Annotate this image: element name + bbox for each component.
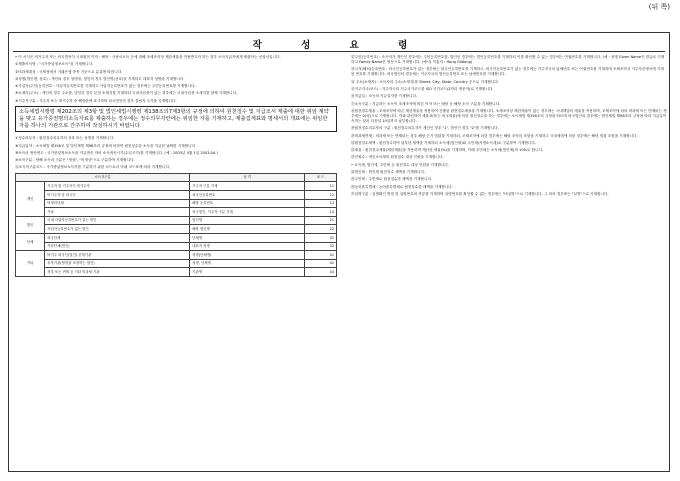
table-cell: 12: [305, 190, 337, 199]
item-24: ㉔법인세 : 법인세 원천징수 세액을 기재합니다.: [351, 170, 426, 175]
item-6: ⑥거주자구분 : 거주자 또는 비거주자 중 해당란에 표시하며 외국법인의 경우 설립지 국가를 기재합니다.: [15, 98, 177, 103]
table-row: [16, 225, 337, 234]
table-cell: 사업자등록번호가 없는 법인: [45, 225, 190, 234]
item-17: ⑰소득구분 : 지급하는 소득이 조세조약에 따른 이자 또는 배당 등 해당 소득 구분을 기재합니다.: [351, 101, 501, 106]
table-cell: 국내 사업자등록번호가 있는 법인: [45, 216, 190, 225]
item-18: ⑱원천징수세율 : 조세조약에 따른 제한세율을 적용하여 산출된 원천징수세율을 기재합니다. 조세조약상 제한세율이 없는 경우에는 국내세법의 세율을 적용하며, 조세조약에 따라 비과세 또는 면제되는 경우에는 0(영)으로 기재합니다. 이와 관련하여 세율표(또는 외국세율)에 의한 원천징수를 하는 경우에는 소득세법 제156조의 규정을 따르며 외국법인의 경우에는 법인세법 제98조의 규정에 따라 지급일이 속하는 달의 다음달 10일까지 납부합니다.: [351, 108, 667, 124]
item-2: ②비과세대상 : 국세청에서 거래은행 종목 기준으로 분류에 따릅니다.: [15, 69, 123, 74]
table-cell: 투자기관(명칭을 포함하는 법인): [45, 259, 190, 268]
item-13: ⑬국적(해외)등록번호 : 외국인등록번호가 있는 경우에는 외국인등록번호를 기재하고, 외국인등록번호가 없는 경우에는 거주지국의 납세번호 또는 여권번호를 기재하며 조세조약상 거주자증명서에 기재된 번호를 기재합니다. 외국법인의 경우에는 거주지국의 법인등록번호 또는 납세번호를 기재합니다.: [351, 67, 664, 77]
income-code-table: [15, 173, 337, 277]
item-5: ⑤소재지(주소) : 개인의 경우 주소를, 법인의 경우 본점 소재지를 기재하되 국내사업장이 있는 경우에는 국내사업장 소재지를 함께 기재합니다.: [15, 91, 238, 96]
table-cell: 법인: [16, 216, 45, 233]
item-27: ㉗실명구분 : 실명확인 방법 및 실명번호의 종류를 기재하며 실명번호를 확인할 수 없는 경우에는 "비실명"으로 기재합니다. 그 외의 경우에는 "실명"으로 기재합니다.: [351, 191, 609, 196]
item-22: ㉒세율 : 원천징수세율(제한세율)을 적용하여 계산된 세율(%)을 기재하며, 이때 주민세는 소득세(법인세)의 10%로 합니다.: [351, 148, 544, 153]
item-26: ㉖농어촌특별세 : 농어촌특별세로 원천징수한 세액을 기재합니다.: [351, 184, 453, 189]
table-cell: 해당 등록번호: [190, 199, 305, 208]
item-9: ⑨소득의 귀속연도 : 국가중앙정보소득을 지급받은 자의 소득귀속시기(수입시기)를 기재합니다. (예 : 2003년 4월 1일 2003.04.): [15, 150, 218, 155]
doc-title: 작 성 요 령: [252, 40, 426, 51]
page-note: (뒤 쪽): [648, 3, 670, 11]
table-cell: 정부 또는 면세 등 기타 비과세 기관: [45, 268, 190, 277]
table-cell: 11: [305, 182, 337, 191]
table-cell: 14: [305, 208, 337, 217]
table-cell: 외국법인, 기주자 구분 기재: [190, 208, 305, 217]
item-15: ⑮거주지국(코드) : 거주자국의 거주국가코드를 ISO 국가코드(2자리 영문자)로 기재합니다.: [351, 87, 494, 92]
table-cell: 31: [305, 233, 337, 242]
table-row: [16, 233, 337, 242]
item-11: ⑪소득자구분코드 : 국가중앙정보소득자를 구분하기 위한 코드로서 아래 코드표에 따라 기재합니다.: [15, 165, 171, 170]
item-12: ⑫주민(등록번호) : 소득자가 개인인 경우에는 주민등록번호를, 법인인 경우에는 법인등록번호를 기재하되 이를 확인할 수 없는 경우에는 여권번호를 기재합니다. (예 : 성명 Given Name은 한글로 기재하고 Family Name은 영문으로 기재합니다. (예시) 이홍자 : Hong Gildong): [351, 55, 665, 65]
table-cell: 22: [305, 225, 337, 234]
item-23-note: • 소득세, 법인세, 주민세 등 원천징수 대상 인원을 기재합니다.: [351, 162, 450, 167]
table-cell: 법인명: [190, 216, 305, 225]
table-cell: 43: [305, 268, 337, 277]
item-4: ④사업자(주민)등록번호 : 사업자등록번호를 기재하고 사업자등록번호가 없는 경우에는 주민등록번호를 기재합니다.: [15, 84, 196, 89]
table-header: 코 드: [305, 173, 337, 182]
boxed-notice: 소득세법시행령 제202조의 제3항 및 법인세법시행령 제138조의7제3항의 규정에 의하여 원천징수 및 지급조서 제출에 대한 위임 계약을 맺고 유가증권명의소득자료를 제출하는 경우에는 정수의무자란에는 위임한 자를 기재하고, 제출집계표와 명세서의 개표에는 위임한 자를 하나의 기관으로 간주하여 작성하시기 바랍니다.: [15, 106, 337, 132]
table-row: [16, 242, 337, 251]
item-8: ⑧지급일자 : 소득세법 제156조 및 법인세법 제98조의 규정에 의하여 원천징수한 소득을 지급한 날짜를 기재합니다.: [15, 143, 197, 148]
item-10: ⑩소득구분 : 당해 소득의 구분은 "정상", "비정상"으로 구분하여 기재합니다.: [15, 158, 135, 163]
table-cell: 기타단체(법인): [45, 242, 190, 251]
table-row: [16, 259, 337, 268]
item-3: ③성명(법인명, 상호) : 개인의 경우 성명을, 법인의 경우 법인명(상호)을 기재하고 대표자 성명을 기재합니다.: [15, 76, 185, 81]
table-cell: 대표자 성명: [190, 242, 305, 251]
table-cell: 비영리단체: [45, 199, 190, 208]
intro-text: • 이 서식은 비거주자 또는 외국법인이 국내원천 이자ㆍ배당ㆍ사용료소득 등에 대해 조세조약상 제한세율을 적용받고자 하는 경우 소득지급자에게 제출하는 신청서입니다.: [15, 55, 281, 59]
item-19: ⑲원천징수의무자의 구분 : 원천징수의무자가 개인인 경우 "1", 법인인 경우 "2"를 기재합니다.: [351, 126, 499, 131]
table-header-row: [16, 173, 337, 182]
table-row: [16, 268, 337, 277]
table-row: [16, 199, 337, 208]
item-21: ㉑원천징수세액 : 원천징수하여 납부한 세액을 기재하되 소득세(법인세)와 주민세(지방소득세)로 구분하여 기재합니다.: [351, 140, 536, 145]
table-row: [16, 251, 337, 260]
table-cell: 성명(단체명): [190, 251, 305, 260]
item-25: ㉕주민세 : 주민세로 원천징수한 세액을 기재합니다.: [351, 177, 433, 182]
table-row: [16, 208, 337, 217]
title-divider: [13, 51, 665, 52]
item-1: ①제출서식명 : "국가중앙정보소득"을 기재합니다.: [15, 62, 94, 67]
table-cell: 외국인등록번호: [190, 190, 305, 199]
table-header: 소득자구분: [16, 173, 190, 182]
table-cell: 42: [305, 259, 337, 268]
item-14: ⑭ 주소(소재지) : 소득자의 주소(소재지)를 Street, City, State, Country 순으로 기재합니다.: [351, 79, 500, 84]
table-cell: 비거주자 및 외국인: [45, 190, 190, 199]
table-cell: 기타: [16, 251, 45, 277]
table-cell: 단체명: [190, 233, 305, 242]
document-frame: [8, 32, 670, 472]
table-cell: 거주자 및 거주자인 비거주자: [45, 182, 190, 191]
table-row: [16, 216, 337, 225]
item-16: ⑯지급일 : 소득의 지급일자를 기재합니다.: [351, 94, 418, 99]
table-cell: 외국단체: [45, 233, 190, 242]
right-column: [351, 55, 667, 469]
table-cell: 기타: [45, 208, 190, 217]
table-cell: 41: [305, 251, 337, 260]
item-23: ㉓인원수 : 개인소득세의 원천징수 대상 인원을 기재합니다.: [351, 155, 444, 160]
table-cell: 비거주 외국인(법인) 중개기관: [45, 251, 190, 260]
table-header: 성 격: [190, 173, 305, 182]
table-cell: 13: [305, 199, 337, 208]
table-cell: 단체: [16, 233, 45, 250]
table-row: [16, 190, 337, 199]
table-cell: 개인: [16, 182, 45, 216]
table-cell: 기관명: [190, 268, 305, 277]
item-7: ⑦징수의무자 : 원천징수의무자의 상호 또는 성명을 기재합니다.: [15, 136, 115, 141]
table-cell: 성명, 단체명: [190, 259, 305, 268]
table-cell: 거주자 구분 기재: [190, 182, 305, 191]
table-cell: 해당 법인명: [190, 225, 305, 234]
table-cell: 32: [305, 242, 337, 251]
item-20: ⑳비과세면제 : 비과세 또는 면제되는 경우 해당 근거 법령을 기재하되, 조세조약에 의한 경우에는 해당 조약의 조항을 기재하고 국내세법에 의한 경우에는 해당 법률 조항을 기재합니다.: [351, 133, 638, 138]
left-column: [15, 55, 337, 469]
table-cell: 21: [305, 216, 337, 225]
table-row: [16, 182, 337, 191]
